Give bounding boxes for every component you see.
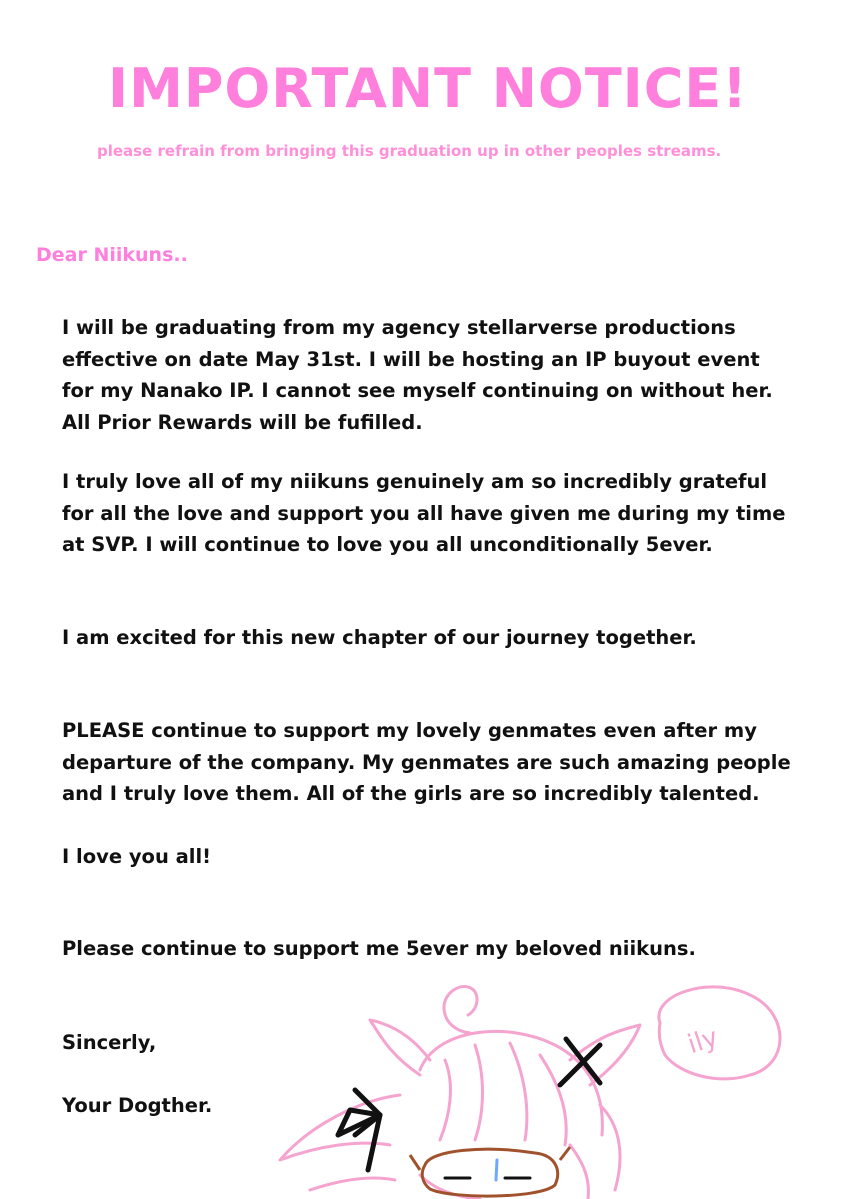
notice-subtitle: please refrain from bringing this graduation up in other peoples streams. <box>97 142 722 160</box>
letter-paragraph-love: I love you all! <box>62 845 212 868</box>
letter-signature: Your Dogther. <box>62 1094 213 1117</box>
letter-greeting: Dear Niikuns.. <box>36 244 188 266</box>
x-mark-icon <box>560 1039 600 1085</box>
hair-ahoge <box>444 987 477 1033</box>
tear-drop <box>496 1160 497 1180</box>
speech-bubble-text: ily <box>684 1022 722 1061</box>
letter-paragraph-genmates: PLEASE continue to support my lovely genmates even after my departure of the company. My genmates are such amazing people and I truly love them. All of the girls are so incredibly talented. <box>62 719 791 805</box>
letter-closing: Sincerly, <box>62 1031 157 1054</box>
letter-paragraph-support: Please continue to support me 5ever my beloved niikuns. <box>62 937 696 960</box>
letter-paragraph-graduation: I will be graduating from my agency stellarverse productions effective on date May 31st. I will be hosting an IP buyout event for my Nanako IP. I cannot see myself continuing on without her. All Prior Rewards will be fufilled. <box>62 316 773 434</box>
letter-paragraph-new-chapter: I am excited for this new chapter of our journey together. <box>62 626 697 649</box>
character-doodle <box>270 975 857 1199</box>
letter-paragraph-gratitude: I truly love all of my niikuns genuinely am so incredibly grateful for all the love and support you all have given me during my time at SVP. I will continue to love you all unconditionally 5ever. <box>62 470 786 556</box>
notice-title: IMPORTANT NOTICE! <box>108 57 748 120</box>
speech-bubble <box>659 987 780 1079</box>
